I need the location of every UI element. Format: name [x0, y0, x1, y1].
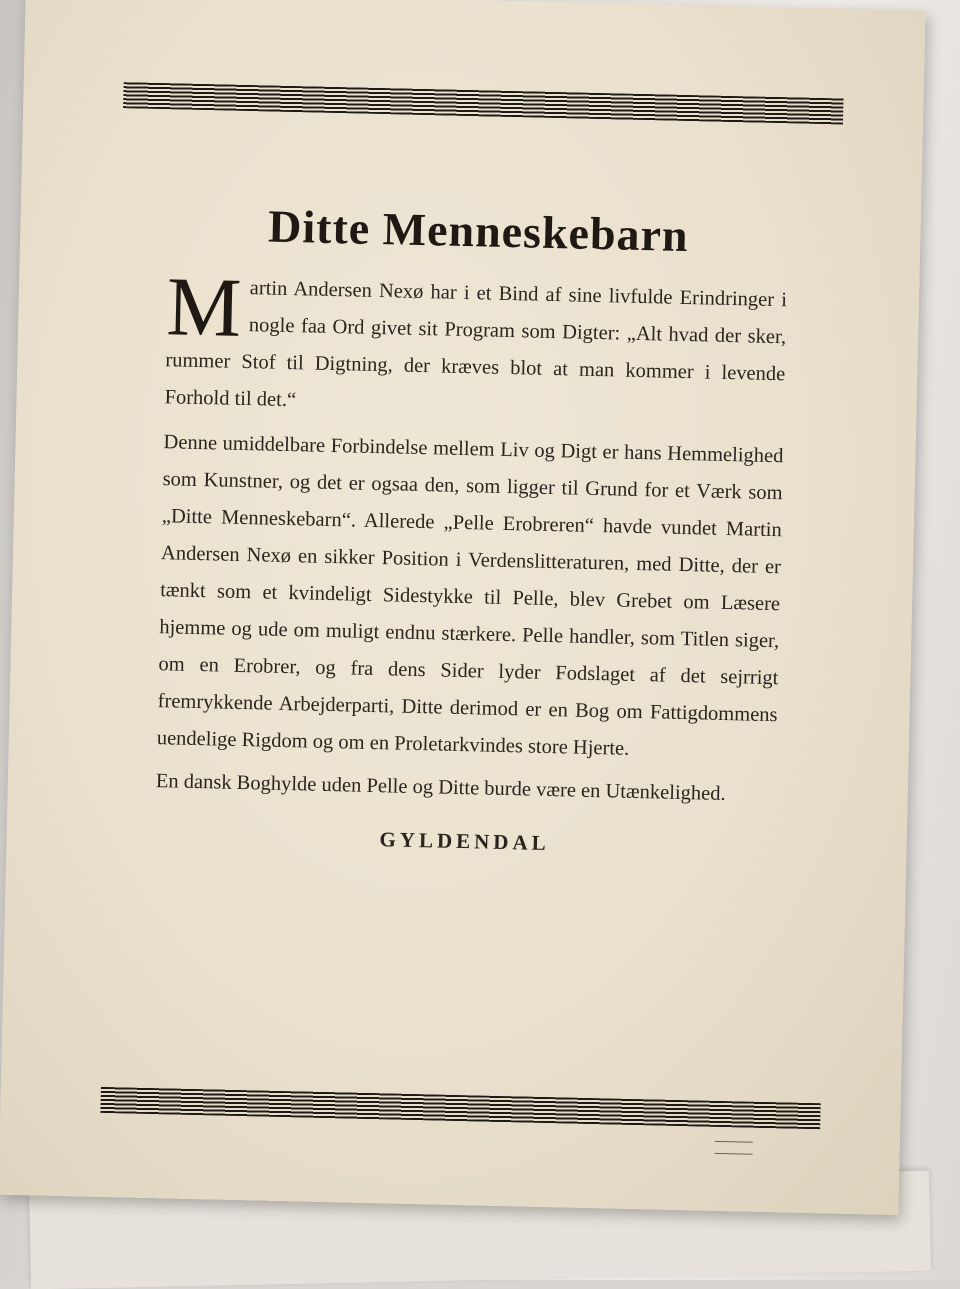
paragraph-1-text: artin Andersen Nexø har i et Bind af sine livfulde Erindringer i nogle faa Ord givet sit Program som Digter: „Alt hvad der sker, rummer Stof til Digtning, der kræves blot at man kommer i levende Forhold til det.“ — [164, 277, 788, 412]
bottom-decorative-rule — [100, 1087, 820, 1129]
publisher-name: GYLDENDAL — [379, 827, 550, 856]
printer-mark-logo: ​ — [715, 1141, 753, 1155]
book-title: Ditte Menneskebarn — [267, 200, 690, 262]
drop-cap: M — [165, 260, 243, 355]
paragraph-1 — [164, 260, 788, 432]
paragraph-2: Denne umiddelbare Forbindelse mellem Liv og Digt er hans Hemmelighed som Kunstner, og det er ogsaa den, som ligger til Grund for et Værk som „Ditte Menneskebarn“. Allerede „Pelle Erobreren“ havde vundet Martin Andersen Nexø en sikker Position i Verdenslitteraturen, med Ditte, der er tænkt som et kvindeligt Sidestykke til Pelle, blev Grebet om Læsere hjemme og ude om muligt endnu stærkere. Pelle handler, som Titlen siger, om en Erobrer, og fra dens Sider lyder Fodslaget af det sejrrigt fremrykkende Arbejderparti, Ditte derimod er en Bog om Fattigdommens uendelige Rigdom og om en Proletarkvindes store Hjerte. — [156, 431, 784, 760]
paragraph-3: En dansk Boghylde uden Pelle og Ditte burde være en Utænkelighed. — [155, 770, 726, 806]
cover-text — [154, 173, 789, 861]
top-decorative-rule — [123, 82, 843, 124]
